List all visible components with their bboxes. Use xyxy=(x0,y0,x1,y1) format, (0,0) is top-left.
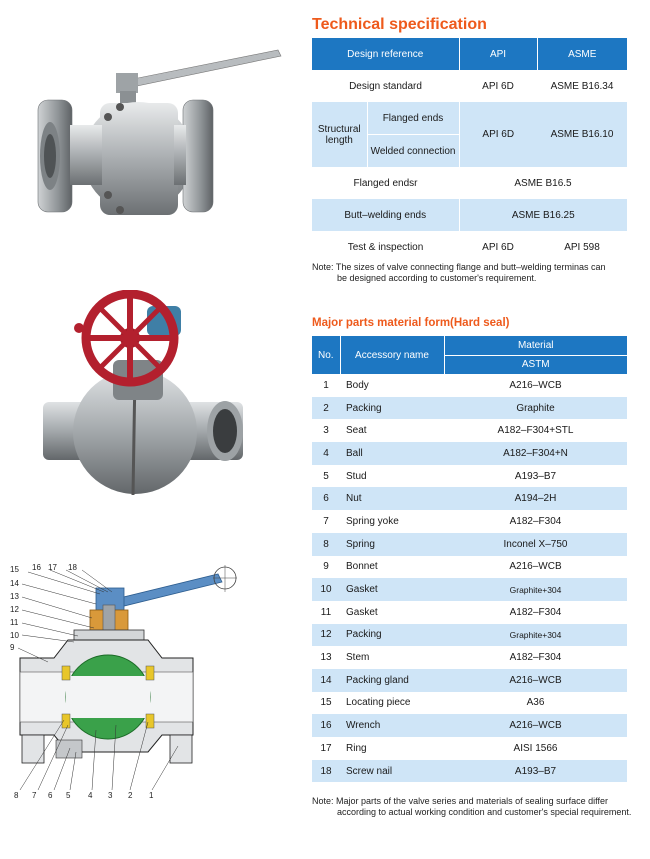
part-number: 2 xyxy=(323,402,329,414)
spec-header-reference: Design reference xyxy=(312,38,459,70)
part-material: A193–B7 xyxy=(514,765,557,777)
part-number: 16 xyxy=(320,720,332,732)
spec-row-design-standard: Design standard API 6D ASME B16.34 xyxy=(312,70,627,102)
parts-row xyxy=(312,737,627,760)
diagram-label-4: 4 xyxy=(88,791,93,800)
spec-title: Technical specification xyxy=(312,16,487,33)
parts-row xyxy=(312,669,627,692)
parts-row xyxy=(312,419,627,442)
part-material: A216–WCB xyxy=(509,561,562,573)
part-material: A182–F304+N xyxy=(503,447,568,459)
parts-row xyxy=(312,556,627,579)
diagram-label-13: 13 xyxy=(10,592,19,601)
part-material: A182–F304 xyxy=(509,606,562,618)
diagram-label-18: 18 xyxy=(68,563,77,572)
part-number: 6 xyxy=(323,493,329,505)
spec-row-test-inspection: Test & inspection API 6D API 598 xyxy=(312,231,627,263)
parts-header-material: Material xyxy=(444,336,627,355)
part-number: 15 xyxy=(320,697,332,709)
part-number: 9 xyxy=(323,561,329,573)
diagram-label-15: 15 xyxy=(10,565,19,574)
valve-cross-section-diagram xyxy=(8,560,248,805)
part-name: Packing xyxy=(346,629,382,641)
part-number: 1 xyxy=(323,379,329,391)
part-name: Bonnet xyxy=(346,561,378,573)
part-name: Screw nail xyxy=(346,765,393,777)
diagram-label-16: 16 xyxy=(32,563,41,572)
parts-title: Major parts material form(Hard seal) xyxy=(312,317,510,329)
parts-row xyxy=(312,465,627,488)
part-name: Packing xyxy=(346,402,382,414)
part-name: Stud xyxy=(346,470,367,482)
part-name: Body xyxy=(346,379,369,391)
part-name: Seat xyxy=(346,425,367,437)
parts-row xyxy=(312,760,627,783)
part-name: Stem xyxy=(346,652,370,664)
spec-row-flanged-ends: Flanged endsr ASME B16.5 xyxy=(312,167,627,199)
parts-row xyxy=(312,397,627,420)
parts-table xyxy=(312,336,627,782)
part-number: 3 xyxy=(323,425,329,437)
parts-header-no: No. xyxy=(312,336,340,374)
part-material: AISI 1566 xyxy=(513,742,558,754)
part-name: Locating piece xyxy=(346,697,411,709)
diagram-label-9: 9 xyxy=(10,643,15,652)
part-material: A182–F304+STL xyxy=(497,425,574,437)
diagram-label-10: 10 xyxy=(10,631,19,640)
part-number: 8 xyxy=(323,538,329,550)
gear-operated-ball-valve-photo xyxy=(35,290,265,505)
part-material: Inconel X–750 xyxy=(503,538,568,550)
parts-row xyxy=(312,442,627,465)
part-number: 17 xyxy=(320,742,332,754)
diagram-label-6: 6 xyxy=(48,791,53,800)
diagram-label-7: 7 xyxy=(32,791,37,800)
diagram-label-8: 8 xyxy=(14,791,19,800)
diagram-label-11: 11 xyxy=(10,618,19,627)
diagram-label-1: 1 xyxy=(149,791,154,800)
part-number: 7 xyxy=(323,515,329,527)
parts-row xyxy=(312,487,627,510)
part-number: 11 xyxy=(320,606,332,618)
diagram-label-12: 12 xyxy=(10,605,19,614)
parts-row xyxy=(312,601,627,624)
spec-table: Design reference API ASME Design standard API 6D ASME B16.34 Structural length Flanged ends API 6D ASME B16.10 Welded connection Flanged endsr ASME B16.5 Butt–welding ends ASME B16.25 Test & inspection API 6D API 598 xyxy=(312,38,627,263)
diagram-label-5: 5 xyxy=(66,791,71,800)
part-material: Graphite+304 xyxy=(509,629,562,640)
part-material: Graphite xyxy=(516,402,555,414)
part-material: A182–F304 xyxy=(509,652,562,664)
part-material: A36 xyxy=(526,697,545,709)
part-name: Ball xyxy=(346,447,363,459)
parts-row xyxy=(312,374,627,397)
diagram-label-2: 2 xyxy=(128,791,133,800)
spec-header-api: API xyxy=(459,38,537,70)
part-number: 13 xyxy=(320,652,332,664)
parts-row xyxy=(312,578,627,601)
part-number: 5 xyxy=(323,470,329,482)
parts-header-name: Accessory name xyxy=(340,336,444,374)
part-material: A182–F304 xyxy=(509,515,562,527)
parts-row xyxy=(312,714,627,737)
diagram-label-14: 14 xyxy=(10,579,19,588)
part-name: Ring xyxy=(346,742,367,754)
part-material: A216–WCB xyxy=(509,674,562,686)
spec-header-asme: ASME xyxy=(537,38,627,70)
part-material: Graphite+304 xyxy=(509,584,562,595)
part-material: A216–WCB xyxy=(509,720,562,732)
spec-row-structural-length: Structural length Flanged ends API 6D ASME B16.10 xyxy=(312,102,627,135)
parts-row xyxy=(312,510,627,533)
flanged-ball-valve-photo xyxy=(28,45,288,225)
parts-row xyxy=(312,533,627,556)
part-number: 12 xyxy=(320,629,332,641)
part-number: 4 xyxy=(323,447,329,459)
part-material: A193–B7 xyxy=(514,470,557,482)
parts-note: Note: Major parts of the valve series and materials of sealing surface differ according to actual working condition and customer's special requirement. xyxy=(312,796,632,817)
spec-row-butt-welding: Butt–welding ends ASME B16.25 xyxy=(312,199,627,231)
part-name: Gasket xyxy=(346,606,378,618)
parts-row xyxy=(312,646,627,669)
part-name: Packing gland xyxy=(346,674,409,686)
part-name: Spring xyxy=(346,538,375,550)
part-material: A194–2H xyxy=(514,493,557,505)
part-number: 10 xyxy=(320,584,332,596)
part-name: Wrench xyxy=(346,720,381,732)
part-name: Nut xyxy=(346,493,362,505)
part-number: 14 xyxy=(320,674,332,686)
parts-header-standard: ASTM xyxy=(444,355,627,374)
spec-note: Note: The sizes of valve connecting flange and butt–welding terminas can be designed according to customer's requirement. xyxy=(312,262,606,283)
part-material: A216–WCB xyxy=(509,379,562,391)
part-number: 18 xyxy=(320,765,332,777)
diagram-label-17: 17 xyxy=(48,563,57,572)
part-name: Gasket xyxy=(346,584,378,596)
parts-row xyxy=(312,624,627,647)
part-name: Spring yoke xyxy=(346,515,399,527)
diagram-label-3: 3 xyxy=(108,791,113,800)
parts-row xyxy=(312,692,627,715)
